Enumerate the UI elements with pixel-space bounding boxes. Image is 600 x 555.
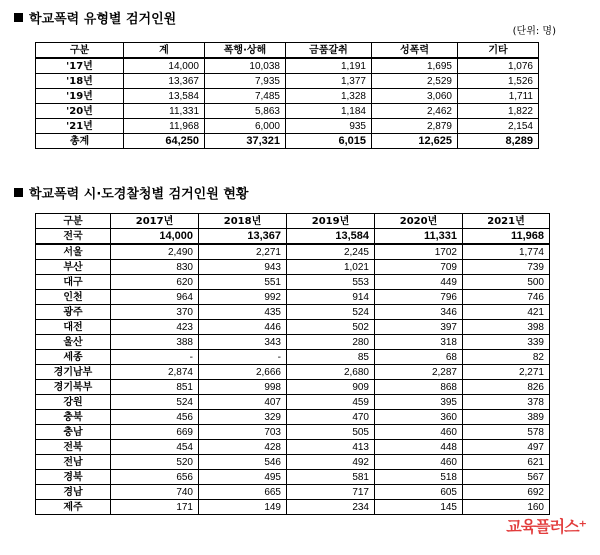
row-label-cell: 경기북부 [36, 380, 111, 395]
value-cell: 1702 [375, 244, 463, 260]
value-cell: 407 [199, 395, 287, 410]
table-row [36, 320, 550, 335]
table-row [36, 380, 550, 395]
value-cell: 581 [287, 470, 375, 485]
value-cell: 6,015 [286, 134, 372, 149]
value-cell: 421 [463, 305, 550, 320]
table-row [36, 119, 539, 134]
table-row [36, 104, 539, 119]
value-cell: 470 [287, 410, 375, 425]
value-cell: 914 [287, 290, 375, 305]
value-cell: 460 [375, 455, 463, 470]
row-label-cell: 충북 [36, 410, 111, 425]
row-label-cell: 경북 [36, 470, 111, 485]
value-cell: 64,250 [124, 134, 205, 149]
value-cell: 3,060 [372, 89, 458, 104]
row-label-cell: '21년 [36, 119, 124, 134]
value-cell: 234 [287, 500, 375, 515]
value-cell: 82 [463, 350, 550, 365]
value-cell: 318 [375, 335, 463, 350]
table-row [36, 470, 550, 485]
value-cell: 1,822 [458, 104, 539, 119]
row-label-cell: 세종 [36, 350, 111, 365]
value-cell: 7,485 [205, 89, 286, 104]
value-cell: 669 [111, 425, 199, 440]
value-cell: 11,968 [463, 229, 550, 245]
type-table [35, 42, 539, 149]
value-cell: 703 [199, 425, 287, 440]
row-label-cell: 울산 [36, 335, 111, 350]
regional-table [35, 213, 550, 515]
value-cell: 518 [375, 470, 463, 485]
table-header-row [36, 214, 550, 229]
value-cell: 909 [287, 380, 375, 395]
row-label-cell: 강원 [36, 395, 111, 410]
value-cell: 2,287 [375, 365, 463, 380]
table-row [36, 305, 550, 320]
value-cell: 665 [199, 485, 287, 500]
row-label-cell: '18년 [36, 74, 124, 89]
row-label-cell: '20년 [36, 104, 124, 119]
value-cell: 502 [287, 320, 375, 335]
table-row [36, 395, 550, 410]
row-label-cell: 전국 [36, 229, 111, 245]
value-cell: 567 [463, 470, 550, 485]
value-cell: 495 [199, 470, 287, 485]
value-cell: 500 [463, 275, 550, 290]
table-row [36, 410, 550, 425]
column-header: 기타 [458, 43, 539, 59]
value-cell: 395 [375, 395, 463, 410]
table-header-row [36, 43, 539, 59]
value-cell: 717 [287, 485, 375, 500]
row-label-cell: '17년 [36, 58, 124, 74]
value-cell: 1,526 [458, 74, 539, 89]
row-label-cell: 광주 [36, 305, 111, 320]
value-cell: 2,245 [287, 244, 375, 260]
value-cell: 1,774 [463, 244, 550, 260]
value-cell: 551 [199, 275, 287, 290]
value-cell: 524 [111, 395, 199, 410]
row-label-cell: 전남 [36, 455, 111, 470]
value-cell: 10,038 [205, 58, 286, 74]
value-cell: 868 [375, 380, 463, 395]
table-row [36, 134, 539, 149]
row-label-cell: '19년 [36, 89, 124, 104]
value-cell: 605 [375, 485, 463, 500]
value-cell: 2,874 [111, 365, 199, 380]
value-cell: 621 [463, 455, 550, 470]
value-cell: 709 [375, 260, 463, 275]
value-cell: 346 [375, 305, 463, 320]
column-header: 2021년 [463, 214, 550, 229]
value-cell: 2,154 [458, 119, 539, 134]
column-header: 2018년 [199, 214, 287, 229]
value-cell: 1,076 [458, 58, 539, 74]
column-header: 2020년 [375, 214, 463, 229]
value-cell: 1,695 [372, 58, 458, 74]
table-row [36, 500, 550, 515]
column-header: 폭행·상해 [205, 43, 286, 59]
value-cell: 851 [111, 380, 199, 395]
value-cell: 13,584 [124, 89, 205, 104]
value-cell: 423 [111, 320, 199, 335]
value-cell: 446 [199, 320, 287, 335]
column-header: 구분 [36, 43, 124, 59]
value-cell: 13,584 [287, 229, 375, 245]
row-label-cell: 서울 [36, 244, 111, 260]
value-cell: 964 [111, 290, 199, 305]
value-cell: 1,377 [286, 74, 372, 89]
table-row [36, 74, 539, 89]
table-row [36, 290, 550, 305]
table-row [36, 440, 550, 455]
value-cell: 2,666 [199, 365, 287, 380]
value-cell: 520 [111, 455, 199, 470]
value-cell: 739 [463, 260, 550, 275]
table-row [36, 425, 550, 440]
value-cell: 14,000 [111, 229, 199, 245]
value-cell: 740 [111, 485, 199, 500]
value-cell: 456 [111, 410, 199, 425]
value-cell: 11,331 [375, 229, 463, 245]
row-label-cell: 경남 [36, 485, 111, 500]
section1-title-text: 학교폭력 유형별 검거인원 [29, 12, 177, 27]
table-row [36, 260, 550, 275]
value-cell: 524 [287, 305, 375, 320]
value-cell: 1,191 [286, 58, 372, 74]
section2-title-text: 학교폭력 시·도경찰청별 검거인원 현황 [29, 187, 249, 202]
table-row [36, 350, 550, 365]
value-cell: 1,184 [286, 104, 372, 119]
row-label-cell: 대구 [36, 275, 111, 290]
value-cell: 578 [463, 425, 550, 440]
value-cell: 830 [111, 260, 199, 275]
value-cell: 459 [287, 395, 375, 410]
value-cell: 1,711 [458, 89, 539, 104]
value-cell: 546 [199, 455, 287, 470]
value-cell: 2,529 [372, 74, 458, 89]
value-cell: 343 [199, 335, 287, 350]
column-header: 계 [124, 43, 205, 59]
value-cell: 492 [287, 455, 375, 470]
value-cell: 13,367 [124, 74, 205, 89]
value-cell: 5,863 [205, 104, 286, 119]
value-cell: 85 [287, 350, 375, 365]
value-cell: 11,968 [124, 119, 205, 134]
square-bullet-icon [14, 13, 23, 22]
value-cell: 160 [463, 500, 550, 515]
value-cell: 998 [199, 380, 287, 395]
column-header: 2019년 [287, 214, 375, 229]
column-header: 금품갈취 [286, 43, 372, 59]
row-label-cell: 대전 [36, 320, 111, 335]
value-cell: 656 [111, 470, 199, 485]
section2-title [14, 183, 248, 202]
column-header: 성폭력 [372, 43, 458, 59]
value-cell: 935 [286, 119, 372, 134]
value-cell: 13,367 [199, 229, 287, 245]
value-cell: 620 [111, 275, 199, 290]
value-cell: 68 [375, 350, 463, 365]
value-cell: 14,000 [124, 58, 205, 74]
table-row [36, 244, 550, 260]
value-cell: - [199, 350, 287, 365]
table-row [36, 365, 550, 380]
value-cell: 339 [463, 335, 550, 350]
value-cell: 329 [199, 410, 287, 425]
value-cell: - [111, 350, 199, 365]
value-cell: 497 [463, 440, 550, 455]
square-bullet-icon [14, 188, 23, 197]
value-cell: 746 [463, 290, 550, 305]
value-cell: 12,625 [372, 134, 458, 149]
value-cell: 8,289 [458, 134, 539, 149]
value-cell: 6,000 [205, 119, 286, 134]
row-label-cell: 총계 [36, 134, 124, 149]
value-cell: 11,331 [124, 104, 205, 119]
watermark-logo: 교육플러스⁺ [506, 517, 586, 536]
value-cell: 370 [111, 305, 199, 320]
value-cell: 37,321 [205, 134, 286, 149]
section1-title [14, 8, 176, 27]
value-cell: 992 [199, 290, 287, 305]
value-cell: 388 [111, 335, 199, 350]
value-cell: 145 [375, 500, 463, 515]
value-cell: 796 [375, 290, 463, 305]
row-label-cell: 충남 [36, 425, 111, 440]
table-row [36, 229, 550, 245]
row-label-cell: 경기남부 [36, 365, 111, 380]
value-cell: 943 [199, 260, 287, 275]
column-header: 구분 [36, 214, 111, 229]
table-row [36, 89, 539, 104]
value-cell: 435 [199, 305, 287, 320]
value-cell: 280 [287, 335, 375, 350]
row-label-cell: 인천 [36, 290, 111, 305]
table-row [36, 58, 539, 74]
value-cell: 454 [111, 440, 199, 455]
value-cell: 2,879 [372, 119, 458, 134]
value-cell: 378 [463, 395, 550, 410]
value-cell: 397 [375, 320, 463, 335]
value-cell: 7,935 [205, 74, 286, 89]
value-cell: 2,271 [199, 244, 287, 260]
unit-note: (단위: 명) [512, 26, 556, 37]
value-cell: 1,328 [286, 89, 372, 104]
table-row [36, 275, 550, 290]
value-cell: 398 [463, 320, 550, 335]
value-cell: 553 [287, 275, 375, 290]
value-cell: 448 [375, 440, 463, 455]
value-cell: 2,490 [111, 244, 199, 260]
value-cell: 360 [375, 410, 463, 425]
table-row [36, 335, 550, 350]
value-cell: 428 [199, 440, 287, 455]
row-label-cell: 전북 [36, 440, 111, 455]
value-cell: 149 [199, 500, 287, 515]
table-row [36, 485, 550, 500]
column-header: 2017년 [111, 214, 199, 229]
value-cell: 1,021 [287, 260, 375, 275]
value-cell: 505 [287, 425, 375, 440]
value-cell: 171 [111, 500, 199, 515]
value-cell: 449 [375, 275, 463, 290]
value-cell: 2,271 [463, 365, 550, 380]
table-row [36, 455, 550, 470]
value-cell: 826 [463, 380, 550, 395]
row-label-cell: 부산 [36, 260, 111, 275]
value-cell: 389 [463, 410, 550, 425]
value-cell: 460 [375, 425, 463, 440]
row-label-cell: 제주 [36, 500, 111, 515]
value-cell: 692 [463, 485, 550, 500]
value-cell: 2,462 [372, 104, 458, 119]
value-cell: 2,680 [287, 365, 375, 380]
value-cell: 413 [287, 440, 375, 455]
